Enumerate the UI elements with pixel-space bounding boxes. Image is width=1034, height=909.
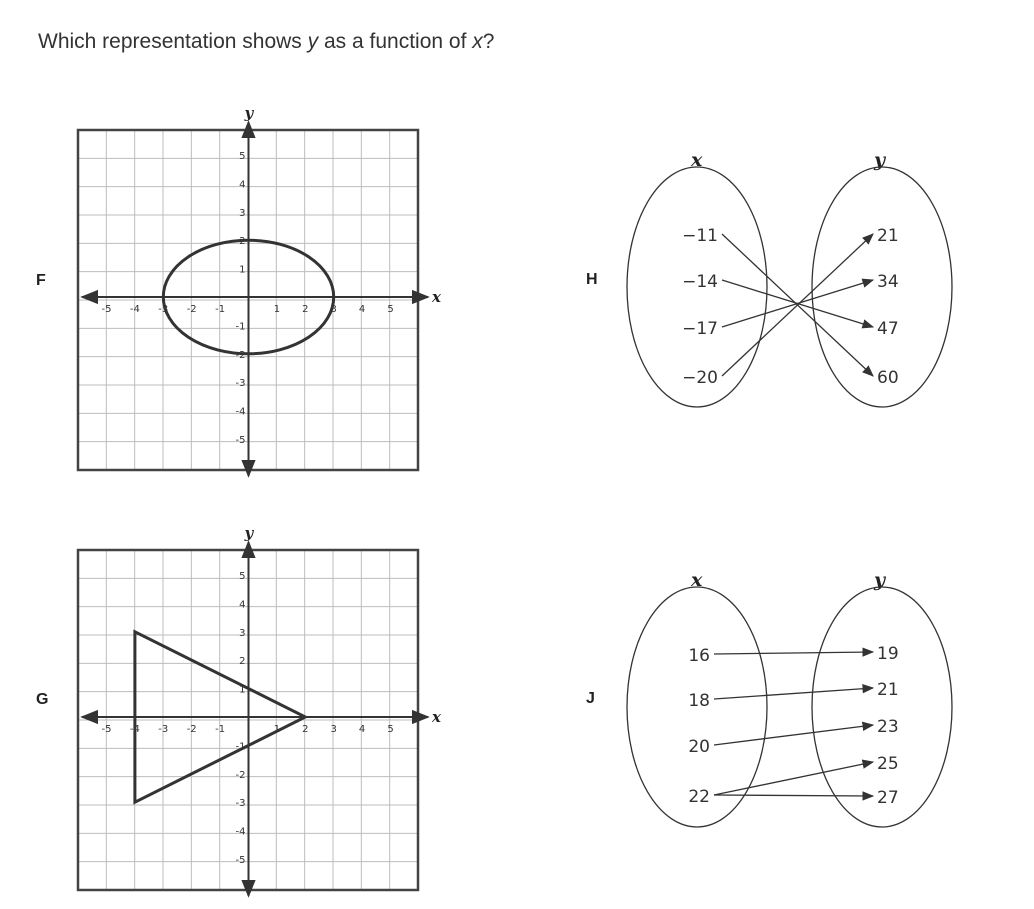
x-tick-label: -5 — [101, 724, 112, 735]
range-value: 19 — [877, 644, 899, 664]
mapping-arrow — [714, 795, 873, 796]
y-tick-label: 2 — [239, 236, 246, 248]
x-tick-label: 5 — [387, 304, 394, 315]
y-tick-label: 4 — [239, 599, 246, 611]
x-tick-label: 5 — [387, 724, 394, 735]
y-tick-label: -4 — [235, 406, 246, 418]
option-j-letter: J — [586, 690, 595, 707]
y-tick-label: -3 — [235, 798, 246, 810]
x-tick-label: -4 — [129, 724, 140, 735]
option-h-mapping — [610, 140, 980, 440]
mapping-arrow — [714, 725, 873, 745]
x-tick-label: 3 — [330, 724, 337, 735]
y-tick-label: -2 — [235, 349, 246, 361]
y-tick-label: 5 — [239, 571, 246, 582]
x-tick-label: 2 — [302, 724, 309, 735]
domain-value: −14 — [682, 272, 718, 292]
y-axis-label: y — [244, 524, 254, 542]
y-tick-label: 1 — [239, 264, 246, 276]
y-tick-label: -1 — [235, 321, 246, 333]
y-tick-label: -2 — [235, 769, 246, 781]
y-tick-label: -4 — [235, 826, 246, 838]
x-tick-label: -4 — [129, 304, 140, 315]
y-tick-label: 5 — [239, 151, 246, 162]
range-value: 47 — [877, 319, 899, 339]
x-tick-label: -3 — [158, 304, 169, 315]
x-tick-label: -2 — [186, 724, 197, 735]
x-tick-label: -5 — [101, 304, 112, 315]
range-value: 25 — [877, 754, 899, 774]
mapping-arrow — [714, 762, 873, 795]
y-tick-label: 3 — [239, 207, 246, 219]
option-h-letter: H — [586, 271, 598, 288]
x-tick-label: 4 — [358, 304, 366, 315]
domain-value: 18 — [688, 691, 710, 711]
option-f-graph — [60, 104, 450, 480]
option-j-mapping — [610, 560, 980, 860]
option-f-letter: F — [36, 272, 46, 289]
option-g-graph — [60, 524, 450, 900]
domain-value: −20 — [682, 368, 718, 388]
x-tick-label: 1 — [273, 304, 281, 315]
y-tick-label: 4 — [239, 179, 246, 191]
y-tick-label: 1 — [239, 684, 246, 696]
domain-value: 22 — [688, 787, 710, 807]
x-tick-label: -2 — [186, 304, 197, 315]
x-tick-label: -3 — [158, 724, 169, 735]
x-tick-label: -1 — [215, 724, 226, 735]
domain-value: 16 — [688, 646, 710, 666]
domain-header: x — [691, 569, 703, 591]
option-g-letter: G — [36, 691, 49, 708]
question-var-y: y — [307, 30, 319, 53]
x-tick-label: 1 — [273, 724, 281, 735]
question-text: Which representation shows y as a function of x? — [38, 30, 495, 53]
x-tick-label: 4 — [358, 724, 366, 735]
range-value: 27 — [877, 788, 899, 808]
y-tick-label: -5 — [235, 435, 246, 446]
range-value: 23 — [877, 717, 899, 737]
y-tick-label: 3 — [239, 627, 246, 639]
range-value: 21 — [877, 680, 899, 700]
mapping-arrow — [714, 652, 873, 654]
range-header: y — [874, 569, 886, 591]
x-axis-label: x — [432, 708, 441, 726]
y-tick-label: -5 — [235, 855, 246, 866]
range-value: 34 — [877, 272, 899, 292]
x-tick-label: -1 — [215, 304, 226, 315]
domain-value: −17 — [682, 319, 718, 339]
y-axis-label: y — [244, 104, 254, 122]
range-header: y — [874, 149, 886, 171]
domain-header: x — [691, 149, 703, 171]
y-tick-label: -3 — [235, 378, 246, 390]
y-tick-label: 2 — [239, 656, 246, 668]
x-tick-label: 2 — [302, 304, 309, 315]
mapping-arrow — [714, 688, 873, 699]
x-tick-label: 3 — [330, 304, 337, 315]
domain-value: 20 — [688, 737, 710, 757]
x-axis-label: x — [432, 288, 441, 306]
range-value: 60 — [877, 368, 899, 388]
question-var-x: x — [472, 30, 483, 53]
y-tick-label: -1 — [235, 741, 246, 753]
domain-value: −11 — [682, 226, 718, 246]
range-value: 21 — [877, 226, 899, 246]
